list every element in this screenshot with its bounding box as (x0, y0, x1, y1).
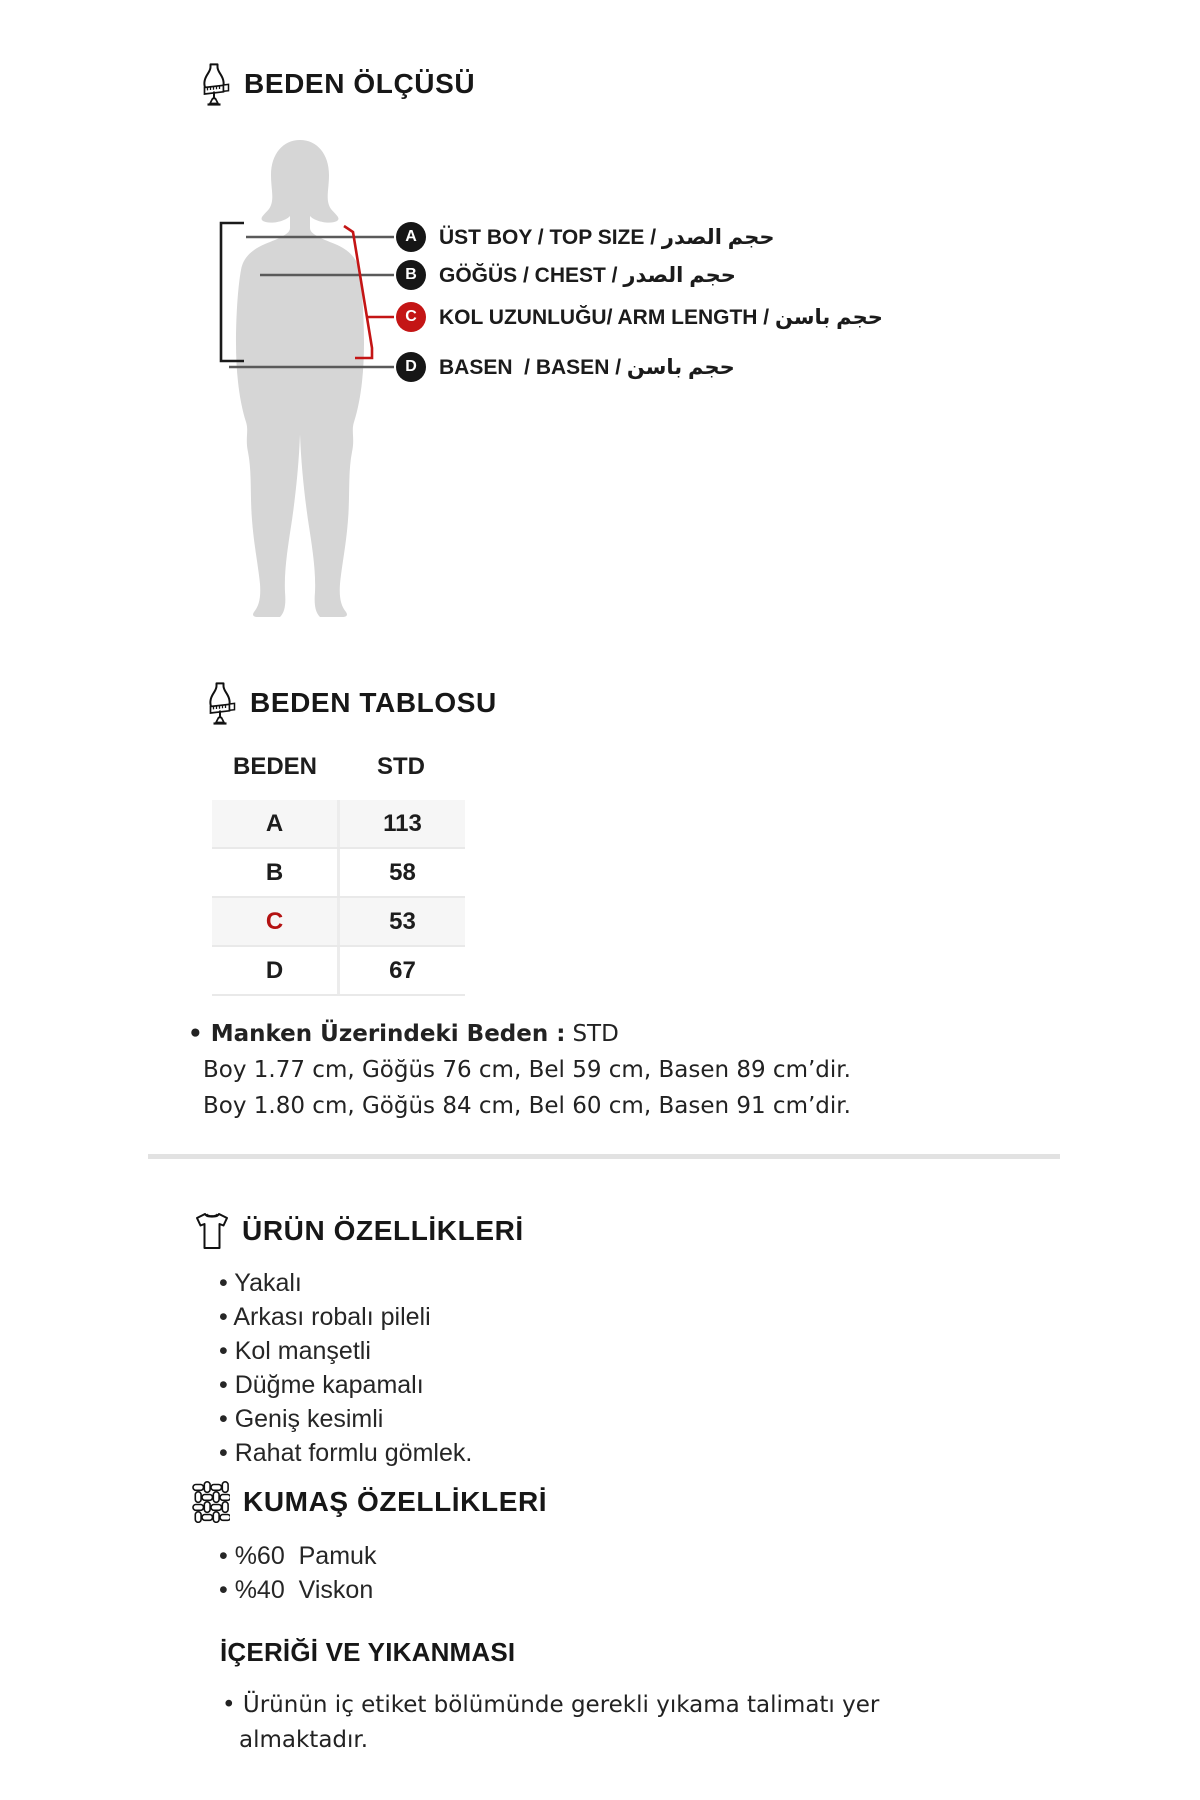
measure-label-d: BASEN / BASEN / حجم باسن (439, 355, 735, 379)
feature-item: • Geniş kesimli (219, 1402, 472, 1436)
section-divider (148, 1154, 1060, 1159)
mannequin-note-label: Manken Üzerindeki Beden : (210, 1021, 566, 1047)
size-table-rows (212, 800, 465, 996)
fabric-item: • %40 Viskon (219, 1573, 376, 1607)
row-value: 58 (389, 858, 416, 886)
measure-badge-a: A (396, 222, 426, 252)
mannequin-note (188, 1016, 928, 1124)
measure-row-a (396, 222, 774, 252)
feature-item: • Yakalı (219, 1266, 472, 1300)
measure-row-b (396, 260, 736, 290)
dressform-icon (203, 680, 237, 726)
measure-row-c (396, 302, 883, 332)
care-section-title: İÇERİĞİ VE YIKANMASI (220, 1637, 516, 1667)
mannequin-note-value: STD (572, 1021, 619, 1047)
size-guide-title: BEDEN ÖLÇÜSÜ (244, 68, 476, 99)
feature-item: • Kol manşetli (219, 1334, 472, 1368)
size-table-title: BEDEN TABLOSU (250, 687, 497, 718)
care-item: • Ürünün iç etiket bölümünde gerekli yıkama talimatı yer almaktadır. (222, 1688, 977, 1758)
measure-badge-d: D (396, 352, 426, 382)
product-features-list (219, 1266, 472, 1470)
row-value: 53 (389, 907, 416, 935)
mannequin-size-line (188, 1016, 928, 1052)
fabric-features-title: KUMAŞ ÖZELLİKLERİ (243, 1486, 548, 1517)
row-value: 113 (383, 809, 422, 837)
measure-label-c: KOL UZUNLUĞU/ ARM LENGTH / حجم باسن (439, 305, 883, 329)
row-value: 67 (389, 956, 416, 984)
size-table (212, 750, 465, 996)
measure-label-b: GÖĞÜS / CHEST / حجم الصدر (439, 263, 736, 287)
fabric-weave-icon (192, 1481, 230, 1523)
row-label: B (212, 849, 340, 896)
tshirt-icon (195, 1210, 229, 1252)
table-row (212, 800, 465, 849)
care-instructions-list (222, 1688, 977, 1758)
product-features-header (195, 1206, 524, 1256)
body-silhouette (236, 140, 364, 617)
row-label: D (212, 947, 340, 994)
mannequin-measurements-line: Boy 1.80 cm, Göğüs 84 cm, Bel 60 cm, Basen 91 cm’dir. (203, 1093, 851, 1119)
column-header-std: STD (377, 753, 425, 780)
feature-item: • Düğme kapamalı (219, 1368, 472, 1402)
table-row (212, 849, 465, 898)
column-header-beden: BEDEN (232, 753, 317, 780)
table-row (212, 898, 465, 947)
fabric-composition-list (219, 1539, 376, 1607)
fabric-features-header (192, 1477, 547, 1527)
table-row (212, 947, 465, 996)
size-table-head (212, 750, 465, 784)
mannequin-measurements-line: Boy 1.77 cm, Göğüs 76 cm, Bel 59 cm, Basen 89 cm’dir. (203, 1057, 851, 1083)
row-label: A (212, 800, 340, 847)
feature-item: • Rahat formlu gömlek. (219, 1436, 472, 1470)
size-table-header (203, 678, 497, 728)
measure-label-a: ÜST BOY / TOP SIZE / حجم الصدر (439, 225, 775, 249)
measure-badge-b: B (396, 260, 426, 290)
measure-row-d (396, 352, 735, 382)
product-features-title: ÜRÜN ÖZELLİKLERİ (242, 1215, 524, 1246)
row-label: C (212, 898, 340, 945)
measure-badge-c: C (396, 302, 426, 332)
feature-item: • Arkası robalı pileli (219, 1300, 472, 1334)
fabric-item: • %60 Pamuk (219, 1539, 376, 1573)
